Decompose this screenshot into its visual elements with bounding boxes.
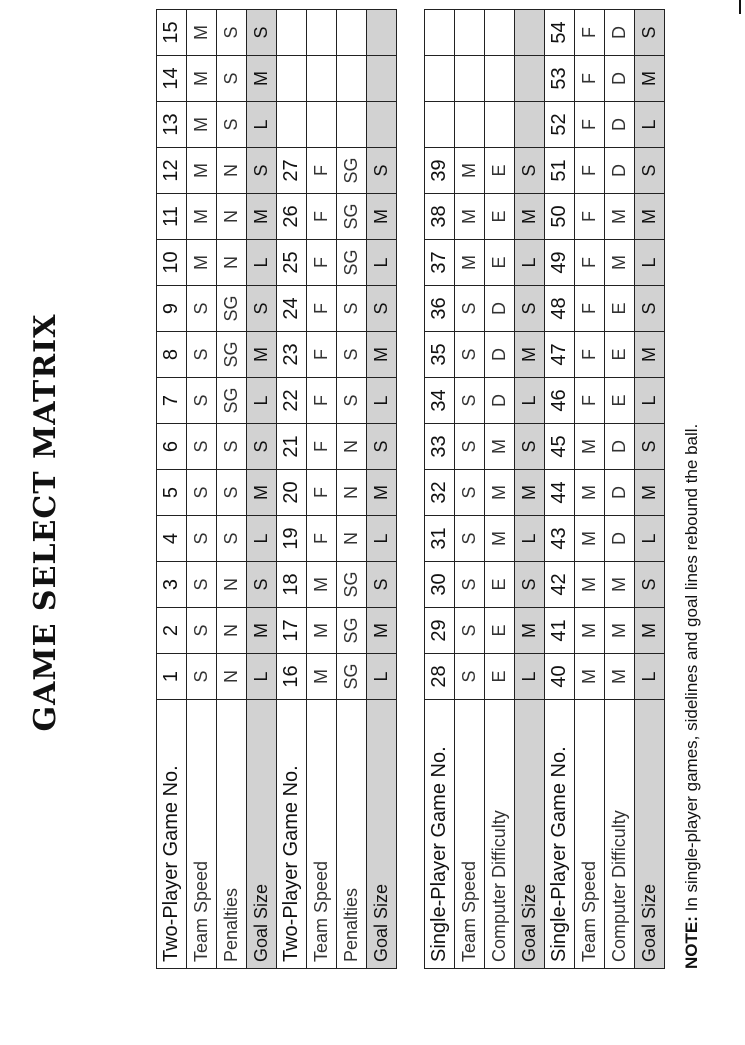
table-cell: N [217,562,247,608]
table-cell: SG [337,654,367,700]
table-cell: S [187,654,217,700]
table-cell: L [515,654,545,700]
table-cell: D [605,424,635,470]
table-cell: S [187,470,217,516]
table-cell: 5 [157,470,187,516]
table-cell: 18 [277,562,307,608]
row-label: Single-Player Game No. [545,700,575,969]
table-cell: L [247,102,277,148]
table-cell: M [635,470,665,516]
table-cell: D [605,56,635,102]
row-label: Goal Size [635,700,665,969]
table-cell: 53 [545,56,575,102]
table-cell: F [575,378,605,424]
two-player-matrix-table [156,9,397,969]
table-cell: 26 [277,194,307,240]
table-cell: S [367,286,397,332]
row-label: Team Speed [187,700,217,969]
table-cell: M [187,240,217,286]
table-cell: F [307,516,337,562]
row-label: Team Speed [455,700,485,969]
table-cell: L [635,240,665,286]
table-cell: S [187,562,217,608]
table-cell: S [515,286,545,332]
table-cell: F [307,194,337,240]
table-cell: L [515,516,545,562]
table-cell [515,56,545,102]
table-cell: 11 [157,194,187,240]
table-cell: M [367,194,397,240]
table-cell: SG [217,332,247,378]
table-row [247,10,277,969]
table-cell: D [605,470,635,516]
table-cell: D [605,516,635,562]
table-cell: 29 [425,608,455,654]
table-cell: 51 [545,148,575,194]
table-cell: F [575,56,605,102]
row-label: Penalties [217,700,247,969]
table-cell: F [575,194,605,240]
table-cell: SG [217,286,247,332]
table-cell: M [515,470,545,516]
table-cell [425,102,455,148]
table-cell: 23 [277,332,307,378]
table-cell: SG [337,194,367,240]
table-cell: 3 [157,562,187,608]
table-cell [425,10,455,56]
table-cell: 20 [277,470,307,516]
table-cell: 13 [157,102,187,148]
table-cell: 42 [545,562,575,608]
table-cell: E [485,654,515,700]
table-cell: M [455,240,485,286]
table-cell: 52 [545,102,575,148]
table-cell: SG [337,240,367,286]
table-cell: M [187,56,217,102]
table-cell: M [575,608,605,654]
table-cell: M [247,194,277,240]
table-row [157,10,187,969]
table-cell: S [217,424,247,470]
table-cell: 46 [545,378,575,424]
table-row [187,10,217,969]
table-cell: S [635,286,665,332]
table-row [575,10,605,969]
table-cell: 30 [425,562,455,608]
table-cell: S [187,286,217,332]
table-cell: M [307,608,337,654]
table-cell: S [247,286,277,332]
table-cell: N [217,240,247,286]
row-label: Goal Size [247,700,277,969]
table-cell: S [515,424,545,470]
table-cell: L [515,378,545,424]
single-player-matrix-table [424,9,665,969]
table-cell: M [307,562,337,608]
table-cell: S [217,102,247,148]
table-cell: 28 [425,654,455,700]
row-label: Computer Difficulty [485,700,515,969]
table-cell: 34 [425,378,455,424]
table-cell: M [605,194,635,240]
table-cell: S [337,332,367,378]
table-cell: L [367,378,397,424]
table-cell: F [575,102,605,148]
table-cell: S [455,424,485,470]
table-row [307,10,337,969]
table-cell: S [455,332,485,378]
table-cell: M [247,56,277,102]
table-cell: M [247,470,277,516]
table-cell: S [247,10,277,56]
table-cell: L [247,378,277,424]
table-cell: M [187,102,217,148]
table-row [217,10,247,969]
table-cell: S [455,378,485,424]
table-cell: M [605,654,635,700]
table-cell: S [217,516,247,562]
table-cell: S [247,424,277,470]
table-cell: 33 [425,424,455,470]
table-cell: F [575,10,605,56]
table-cell [277,10,307,56]
note-text [682,424,702,969]
table-cell: E [485,194,515,240]
table-cell: 6 [157,424,187,470]
table-row [367,10,397,969]
table-cell: M [575,562,605,608]
table-cell: 21 [277,424,307,470]
table-cell: 25 [277,240,307,286]
table-cell: N [217,194,247,240]
table-cell: S [455,286,485,332]
table-cell: M [187,148,217,194]
table-row [455,10,485,969]
table-cell: S [217,10,247,56]
table-cell: L [635,102,665,148]
table-cell: M [635,194,665,240]
table-cell: M [605,562,635,608]
table-cell: 2 [157,608,187,654]
table-cell: D [605,10,635,56]
table-cell: SG [217,378,247,424]
table-cell: S [367,148,397,194]
table-cell: D [485,378,515,424]
table-cell [307,10,337,56]
table-cell: F [307,470,337,516]
row-label: Team Speed [575,700,605,969]
table-cell: E [485,148,515,194]
table-row [425,10,455,969]
table-cell: S [187,516,217,562]
table-cell: F [575,286,605,332]
table-cell: SG [337,608,367,654]
table-cell: S [367,424,397,470]
table-cell: 54 [545,10,575,56]
table-cell [455,102,485,148]
table-cell: L [515,240,545,286]
table-cell: M [187,10,217,56]
table-cell: 37 [425,240,455,286]
table-row [515,10,545,969]
table-cell: S [635,424,665,470]
table-cell: E [485,562,515,608]
table-cell: S [367,562,397,608]
table-cell: E [605,332,635,378]
table-cell [337,102,367,148]
note-prefix: NOTE: [682,916,701,969]
table-cell [515,10,545,56]
table-cell: M [605,240,635,286]
table-cell: S [635,10,665,56]
table-cell: M [367,470,397,516]
table-cell: F [307,148,337,194]
table-cell: L [367,654,397,700]
table-cell: 40 [545,654,575,700]
table-cell: 1 [157,654,187,700]
table-cell [367,56,397,102]
table-cell: 19 [277,516,307,562]
table-cell [277,102,307,148]
table-cell: M [635,56,665,102]
table-cell: D [485,286,515,332]
table-cell: E [605,378,635,424]
table-cell: 8 [157,332,187,378]
table-cell: L [247,654,277,700]
table-cell: M [575,470,605,516]
table-cell: D [605,148,635,194]
table-cell: F [307,378,337,424]
table-cell: F [307,424,337,470]
table-cell: E [605,286,635,332]
row-label: Two-Player Game No. [157,700,187,969]
table-cell: E [485,608,515,654]
table-row [485,10,515,969]
table-cell: E [485,240,515,286]
table-cell: M [247,332,277,378]
table-cell: L [635,516,665,562]
table-cell: 41 [545,608,575,654]
table-cell: S [187,424,217,470]
table-cell: 36 [425,286,455,332]
table-cell: L [635,654,665,700]
table-cell: 27 [277,148,307,194]
table-cell: S [217,56,247,102]
table-cell: 22 [277,378,307,424]
table-cell: S [635,562,665,608]
table-cell: F [575,148,605,194]
table-row [545,10,575,969]
table-row [337,10,367,969]
table-cell: L [635,378,665,424]
table-cell: M [635,332,665,378]
table-cell: S [455,608,485,654]
row-label: Goal Size [515,700,545,969]
table-cell: S [455,516,485,562]
table-cell: M [455,194,485,240]
row-label: Goal Size [367,700,397,969]
table-cell: S [337,286,367,332]
table-cell: L [247,240,277,286]
table-cell: N [337,424,367,470]
table-cell: N [217,148,247,194]
table-cell: S [247,148,277,194]
table-cell: M [605,608,635,654]
table-cell: N [337,516,367,562]
table-cell: M [367,332,397,378]
table-cell: D [485,332,515,378]
table-cell: 9 [157,286,187,332]
table-cell: S [187,608,217,654]
table-cell: M [515,332,545,378]
table-cell: 50 [545,194,575,240]
table-cell [337,10,367,56]
table-cell: 17 [277,608,307,654]
row-label: Penalties [337,700,367,969]
table-cell: S [337,378,367,424]
table-cell: 15 [157,10,187,56]
table-cell [515,102,545,148]
table-cell: N [217,608,247,654]
table-row [277,10,307,969]
table-cell: F [307,240,337,286]
table-cell: 14 [157,56,187,102]
page-title: GAME SELECT MATRIX [28,313,63,732]
table-cell: 39 [425,148,455,194]
table-cell: 12 [157,148,187,194]
table-cell: S [217,470,247,516]
table-cell: 32 [425,470,455,516]
table-cell: 48 [545,286,575,332]
table-cell [367,102,397,148]
table-cell: SG [337,148,367,194]
table-cell: 49 [545,240,575,286]
table-cell: M [485,424,515,470]
table-cell: 47 [545,332,575,378]
table-cell: M [575,516,605,562]
table-cell: S [515,562,545,608]
table-cell: S [455,470,485,516]
table-cell: M [307,654,337,700]
table-cell: 45 [545,424,575,470]
table-cell [455,10,485,56]
table-cell: F [307,286,337,332]
table-cell [307,56,337,102]
table-cell: M [575,654,605,700]
table-cell: L [247,516,277,562]
table-cell: M [575,424,605,470]
table-cell: N [217,654,247,700]
table-cell [337,56,367,102]
table-cell: 38 [425,194,455,240]
table-cell [455,56,485,102]
table-cell: 4 [157,516,187,562]
table-cell: 7 [157,378,187,424]
table-cell: 44 [545,470,575,516]
table-cell: 10 [157,240,187,286]
table-cell [367,10,397,56]
table-cell: S [635,148,665,194]
table-cell: M [515,608,545,654]
table-cell: M [515,194,545,240]
table-cell: L [367,240,397,286]
row-label: Computer Difficulty [605,700,635,969]
table-cell [485,56,515,102]
row-label: Two-Player Game No. [277,700,307,969]
table-cell [277,56,307,102]
table-cell: SG [337,562,367,608]
table-cell: 16 [277,654,307,700]
table-cell: M [367,608,397,654]
table-cell [425,56,455,102]
table-cell [485,10,515,56]
table-cell: N [337,470,367,516]
table-cell: L [367,516,397,562]
table-cell: S [187,378,217,424]
table-cell: M [247,608,277,654]
table-cell: 31 [425,516,455,562]
table-cell: M [635,608,665,654]
table-cell: 43 [545,516,575,562]
row-label: Team Speed [307,700,337,969]
table-cell: M [187,194,217,240]
table-cell: F [307,332,337,378]
row-label: Single-Player Game No. [425,700,455,969]
table-cell [485,102,515,148]
table-cell: S [187,332,217,378]
table-row [635,10,665,969]
table-cell: S [455,654,485,700]
table-cell [307,102,337,148]
table-cell: F [575,332,605,378]
table-cell: F [575,240,605,286]
table-cell: M [455,148,485,194]
table-cell: D [605,102,635,148]
table-cell: S [247,562,277,608]
table-cell: S [515,148,545,194]
table-cell: M [485,516,515,562]
table-row [605,10,635,969]
table-cell: 35 [425,332,455,378]
note-body: In single-player games, sidelines and goal lines rebound the ball. [682,423,701,917]
table-cell: S [455,562,485,608]
table-cell: 24 [277,286,307,332]
table-cell: M [485,470,515,516]
